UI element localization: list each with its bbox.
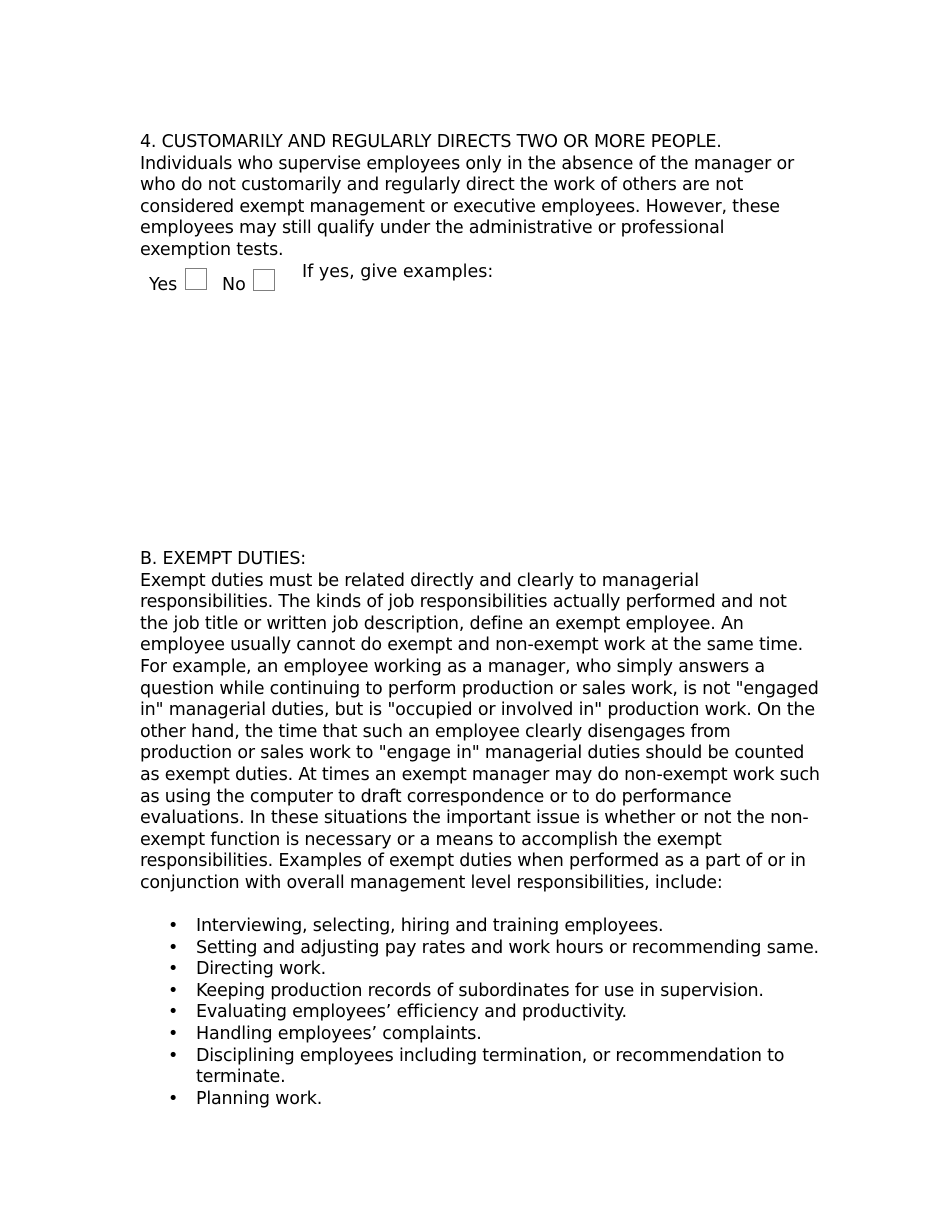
list-item-text: Setting and adjusting pay rates and work hours or recommending same. [196, 937, 819, 958]
list-item [140, 916, 820, 938]
yes-checkbox[interactable] [185, 268, 207, 290]
list-item-text: Directing work. [196, 959, 326, 980]
list-item [140, 1089, 820, 1111]
section-b-heading: B. EXEMPT DUTIES: [140, 549, 306, 569]
bullet-icon: • [168, 916, 179, 936]
bullet-icon: • [168, 937, 179, 958]
section-4-body: Individuals who supervise employees only in the absence of the manager or who do not customarily and regularly direct the work of others are not considered exempt management or executive employees. However, these employees may still qualify under the administrative or professional exemption tests. [140, 153, 794, 260]
bullet-icon: • [168, 1023, 179, 1044]
yes-label: Yes [149, 275, 178, 295]
no-label: No [222, 275, 246, 295]
list-item [140, 981, 820, 1003]
list-item [140, 1024, 820, 1046]
bullet-icon: • [168, 1002, 179, 1023]
yes-no-answer-row [140, 262, 820, 296]
section-b-body: Exempt duties must be related directly and clearly to managerial responsibilities. The kinds of job responsibilities actually performed and not the job title or written job description, define an exempt employee. An employee usually cannot do exempt and non-exempt work at the same time. For example, an employee working as a manager, who simply answers a question while continuing to perform production or sales work, is not "engaged in" managerial duties, but is "occupied or involved in" production work. On the other hand, the time that such an employee clearly disengages from production or sales work to "engage in" managerial duties should be counted as exempt duties. At times an exempt manager may do non-exempt work such as using the computer to draft correspondence or to do performance evaluations. In these situations the important issue is whether or not the non-exempt function is necessary or a means to accomplish the exempt responsibilities. Examples of exempt duties when performed as a part of or in conjunction with overall management level responsibilities, include: [140, 570, 820, 893]
list-item-text: Handling employees’ complaints. [196, 1023, 482, 1044]
list-item-text: Interviewing, selecting, hiring and training employees. [196, 916, 664, 936]
list-item [140, 938, 820, 960]
list-item-text: Disciplining employees including termination, or recommendation to terminate. [196, 1045, 785, 1088]
bullet-icon: • [168, 1088, 179, 1109]
no-checkbox[interactable] [253, 269, 275, 291]
list-item-text: Keeping production records of subordinates for use in supervision. [196, 980, 764, 1001]
list-item [140, 1046, 820, 1089]
list-item [140, 1002, 820, 1024]
bullet-icon: • [168, 959, 179, 980]
list-item-text: Planning work. [196, 1088, 323, 1109]
exempt-duties-list [140, 916, 820, 1110]
section-b [140, 549, 820, 895]
list-item [140, 959, 820, 981]
bullet-icon: • [168, 1045, 179, 1066]
section-4 [140, 132, 820, 262]
bullet-icon: • [168, 980, 179, 1001]
list-item-text: Evaluating employees’ efficiency and productivity. [196, 1002, 627, 1023]
examples-prompt: If yes, give examples: [302, 262, 494, 282]
section-4-heading: 4. CUSTOMARILY AND REGULARLY DIRECTS TWO OR MORE PEOPLE. [140, 132, 722, 152]
